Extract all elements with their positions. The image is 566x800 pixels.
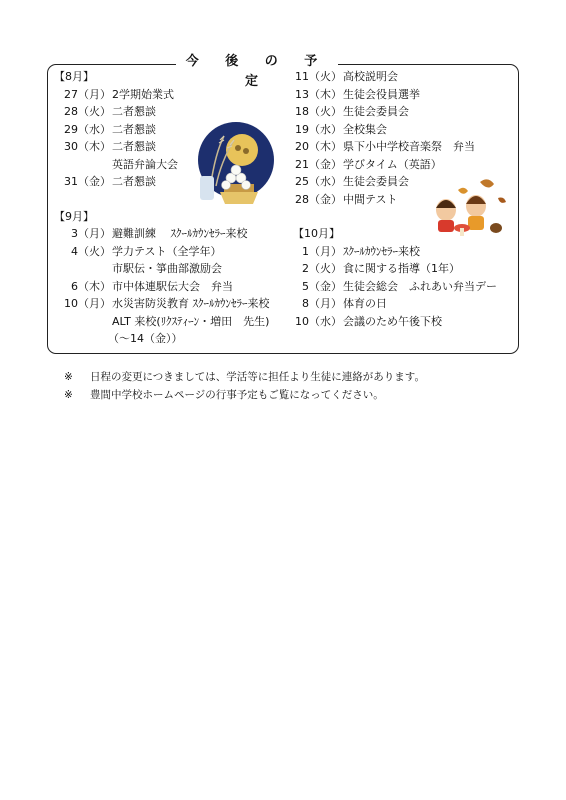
note-mark: ※ bbox=[64, 371, 73, 383]
row-event: 生徒会委員会 bbox=[343, 175, 409, 188]
row-event: 全校集会 bbox=[343, 122, 387, 136]
row-date: 29 bbox=[64, 122, 78, 136]
row-date: 28 bbox=[295, 192, 309, 206]
row-event: 生徒会役員選挙 bbox=[343, 87, 420, 101]
row-weekday: （火） bbox=[309, 262, 342, 275]
row-event: 市駅伝・箏曲部激励会 bbox=[112, 262, 222, 275]
schedule-row bbox=[54, 330, 270, 348]
row-date: 2 bbox=[302, 262, 309, 275]
schedule-row bbox=[287, 313, 497, 331]
schedule-row bbox=[287, 138, 497, 156]
row-weekday: （木） bbox=[309, 87, 342, 101]
row-date: 11 bbox=[295, 70, 309, 83]
sep-header: 【9月】 bbox=[54, 209, 94, 223]
row-weekday: （水） bbox=[78, 122, 111, 136]
row-date: 6 bbox=[71, 279, 78, 293]
row-event: 生徒会総会 ふれあい弁当デー bbox=[343, 279, 497, 293]
row-weekday: （木） bbox=[78, 140, 111, 153]
schedule-row bbox=[54, 278, 270, 296]
schedule-row bbox=[54, 260, 270, 278]
row-date: 30 bbox=[64, 140, 78, 153]
schedule-title: 今 後 の 予 定 bbox=[176, 52, 338, 72]
row-date: 5 bbox=[302, 279, 309, 293]
schedule-row bbox=[287, 156, 497, 174]
note-2 bbox=[64, 386, 425, 404]
row-event: （～14（金）） bbox=[108, 332, 183, 345]
row-event: 県下小中学校音楽祭 弁当 bbox=[343, 140, 475, 153]
row-event: 2学期始業式 bbox=[112, 87, 174, 101]
row-weekday: （金） bbox=[309, 157, 342, 171]
row-event: 学力テスト（全学年） bbox=[112, 244, 222, 258]
notes bbox=[64, 368, 425, 404]
row-event: 体育の日 bbox=[343, 297, 387, 310]
row-weekday: （月） bbox=[309, 244, 342, 258]
row-weekday: （月） bbox=[78, 87, 111, 101]
row-event: 二者懇談 bbox=[112, 140, 156, 153]
row-event: ｽｸｰﾙｶｳﾝｾﾗｰ来校 bbox=[343, 244, 420, 258]
oct-header: 【10月】 bbox=[293, 227, 340, 240]
schedule-row bbox=[287, 86, 497, 104]
schedule-row bbox=[287, 103, 497, 121]
row-event: 学びタイム（英語） bbox=[343, 157, 442, 171]
row-date: 19 bbox=[295, 122, 309, 136]
row-date: 27 bbox=[64, 87, 78, 101]
row-event: 水災害防災教育 ｽｸｰﾙｶｳﾝｾﾗｰ来校 bbox=[112, 297, 270, 310]
row-date: 20 bbox=[295, 140, 309, 153]
row-weekday: （月） bbox=[309, 297, 342, 310]
row-weekday bbox=[78, 330, 112, 348]
row-weekday bbox=[78, 156, 112, 174]
row-weekday: （水） bbox=[309, 122, 342, 136]
note-mark: ※ bbox=[64, 389, 73, 401]
row-date: 28 bbox=[64, 105, 78, 118]
row-date bbox=[54, 156, 78, 174]
row-date: 18 bbox=[295, 105, 309, 118]
row-weekday: （水） bbox=[309, 314, 342, 328]
row-date: 25 bbox=[295, 175, 309, 188]
row-event: 生徒会委員会 bbox=[343, 105, 409, 118]
row-event: 二者懇談 bbox=[112, 122, 156, 136]
schedule-row bbox=[54, 243, 270, 261]
row-weekday: （木） bbox=[309, 140, 342, 153]
row-weekday: （水） bbox=[309, 175, 342, 188]
row-weekday: （月） bbox=[78, 227, 111, 240]
schedule-row bbox=[54, 86, 270, 104]
row-event: 高校説明会 bbox=[343, 70, 398, 83]
row-weekday: （金） bbox=[309, 279, 342, 293]
schedule-row bbox=[287, 260, 497, 278]
row-event: 中間テスト bbox=[343, 192, 398, 206]
row-event: 英語弁論大会 bbox=[112, 157, 178, 171]
row-event: ALT 来校(ﾘｸｽﾃｨｰﾝ・増田 先生) bbox=[112, 314, 270, 328]
row-event: 避難訓練 ｽｸｰﾙｶｳﾝｾﾗｰ来校 bbox=[112, 227, 248, 240]
row-date: 8 bbox=[302, 297, 309, 310]
row-date: 31 bbox=[64, 175, 78, 188]
note-text: 日程の変更につきましては、学活等に担任より生徒に連絡があります。 bbox=[90, 371, 425, 383]
note-text: 豊間中学校ホームページの行事予定もご覧になってください。 bbox=[90, 389, 384, 401]
row-date bbox=[54, 330, 78, 348]
schedule-row bbox=[287, 278, 497, 296]
row-date: 21 bbox=[295, 157, 309, 171]
schedule-row bbox=[287, 243, 497, 261]
row-weekday: （火） bbox=[78, 244, 111, 258]
row-date bbox=[54, 313, 78, 331]
schedule-row bbox=[287, 295, 497, 313]
autumn-children-illustration bbox=[428, 176, 512, 238]
row-event: 二者懇談 bbox=[112, 175, 156, 188]
row-date: 3 bbox=[71, 227, 78, 240]
schedule-row bbox=[54, 295, 270, 313]
row-weekday: （月） bbox=[78, 297, 111, 310]
schedule-row bbox=[287, 121, 497, 139]
row-date: 1 bbox=[302, 244, 309, 258]
schedule-row bbox=[287, 68, 497, 86]
row-weekday: （木） bbox=[78, 279, 111, 293]
row-date bbox=[54, 260, 78, 278]
row-weekday: （火） bbox=[309, 105, 342, 118]
row-weekday: （金） bbox=[309, 192, 342, 206]
row-event: 市中体連駅伝大会 弁当 bbox=[112, 279, 233, 293]
row-weekday bbox=[78, 313, 112, 331]
schedule-row bbox=[54, 313, 270, 331]
row-date: 10 bbox=[295, 314, 309, 328]
schedule-row bbox=[54, 225, 270, 243]
note-1 bbox=[64, 368, 425, 386]
row-weekday: （金） bbox=[78, 175, 111, 188]
aug-header: 【8月】 bbox=[54, 70, 94, 83]
row-weekday bbox=[78, 260, 112, 278]
row-weekday: （火） bbox=[78, 105, 111, 118]
row-event: 会議のため午後下校 bbox=[343, 314, 442, 328]
row-event: 食に関する指導（1年） bbox=[343, 262, 460, 275]
row-date: 13 bbox=[295, 87, 309, 101]
row-date: 4 bbox=[71, 244, 78, 258]
row-date: 10 bbox=[64, 297, 78, 310]
moon-viewing-illustration bbox=[190, 118, 282, 208]
row-event: 二者懇談 bbox=[112, 105, 156, 118]
row-weekday: （火） bbox=[309, 70, 342, 83]
